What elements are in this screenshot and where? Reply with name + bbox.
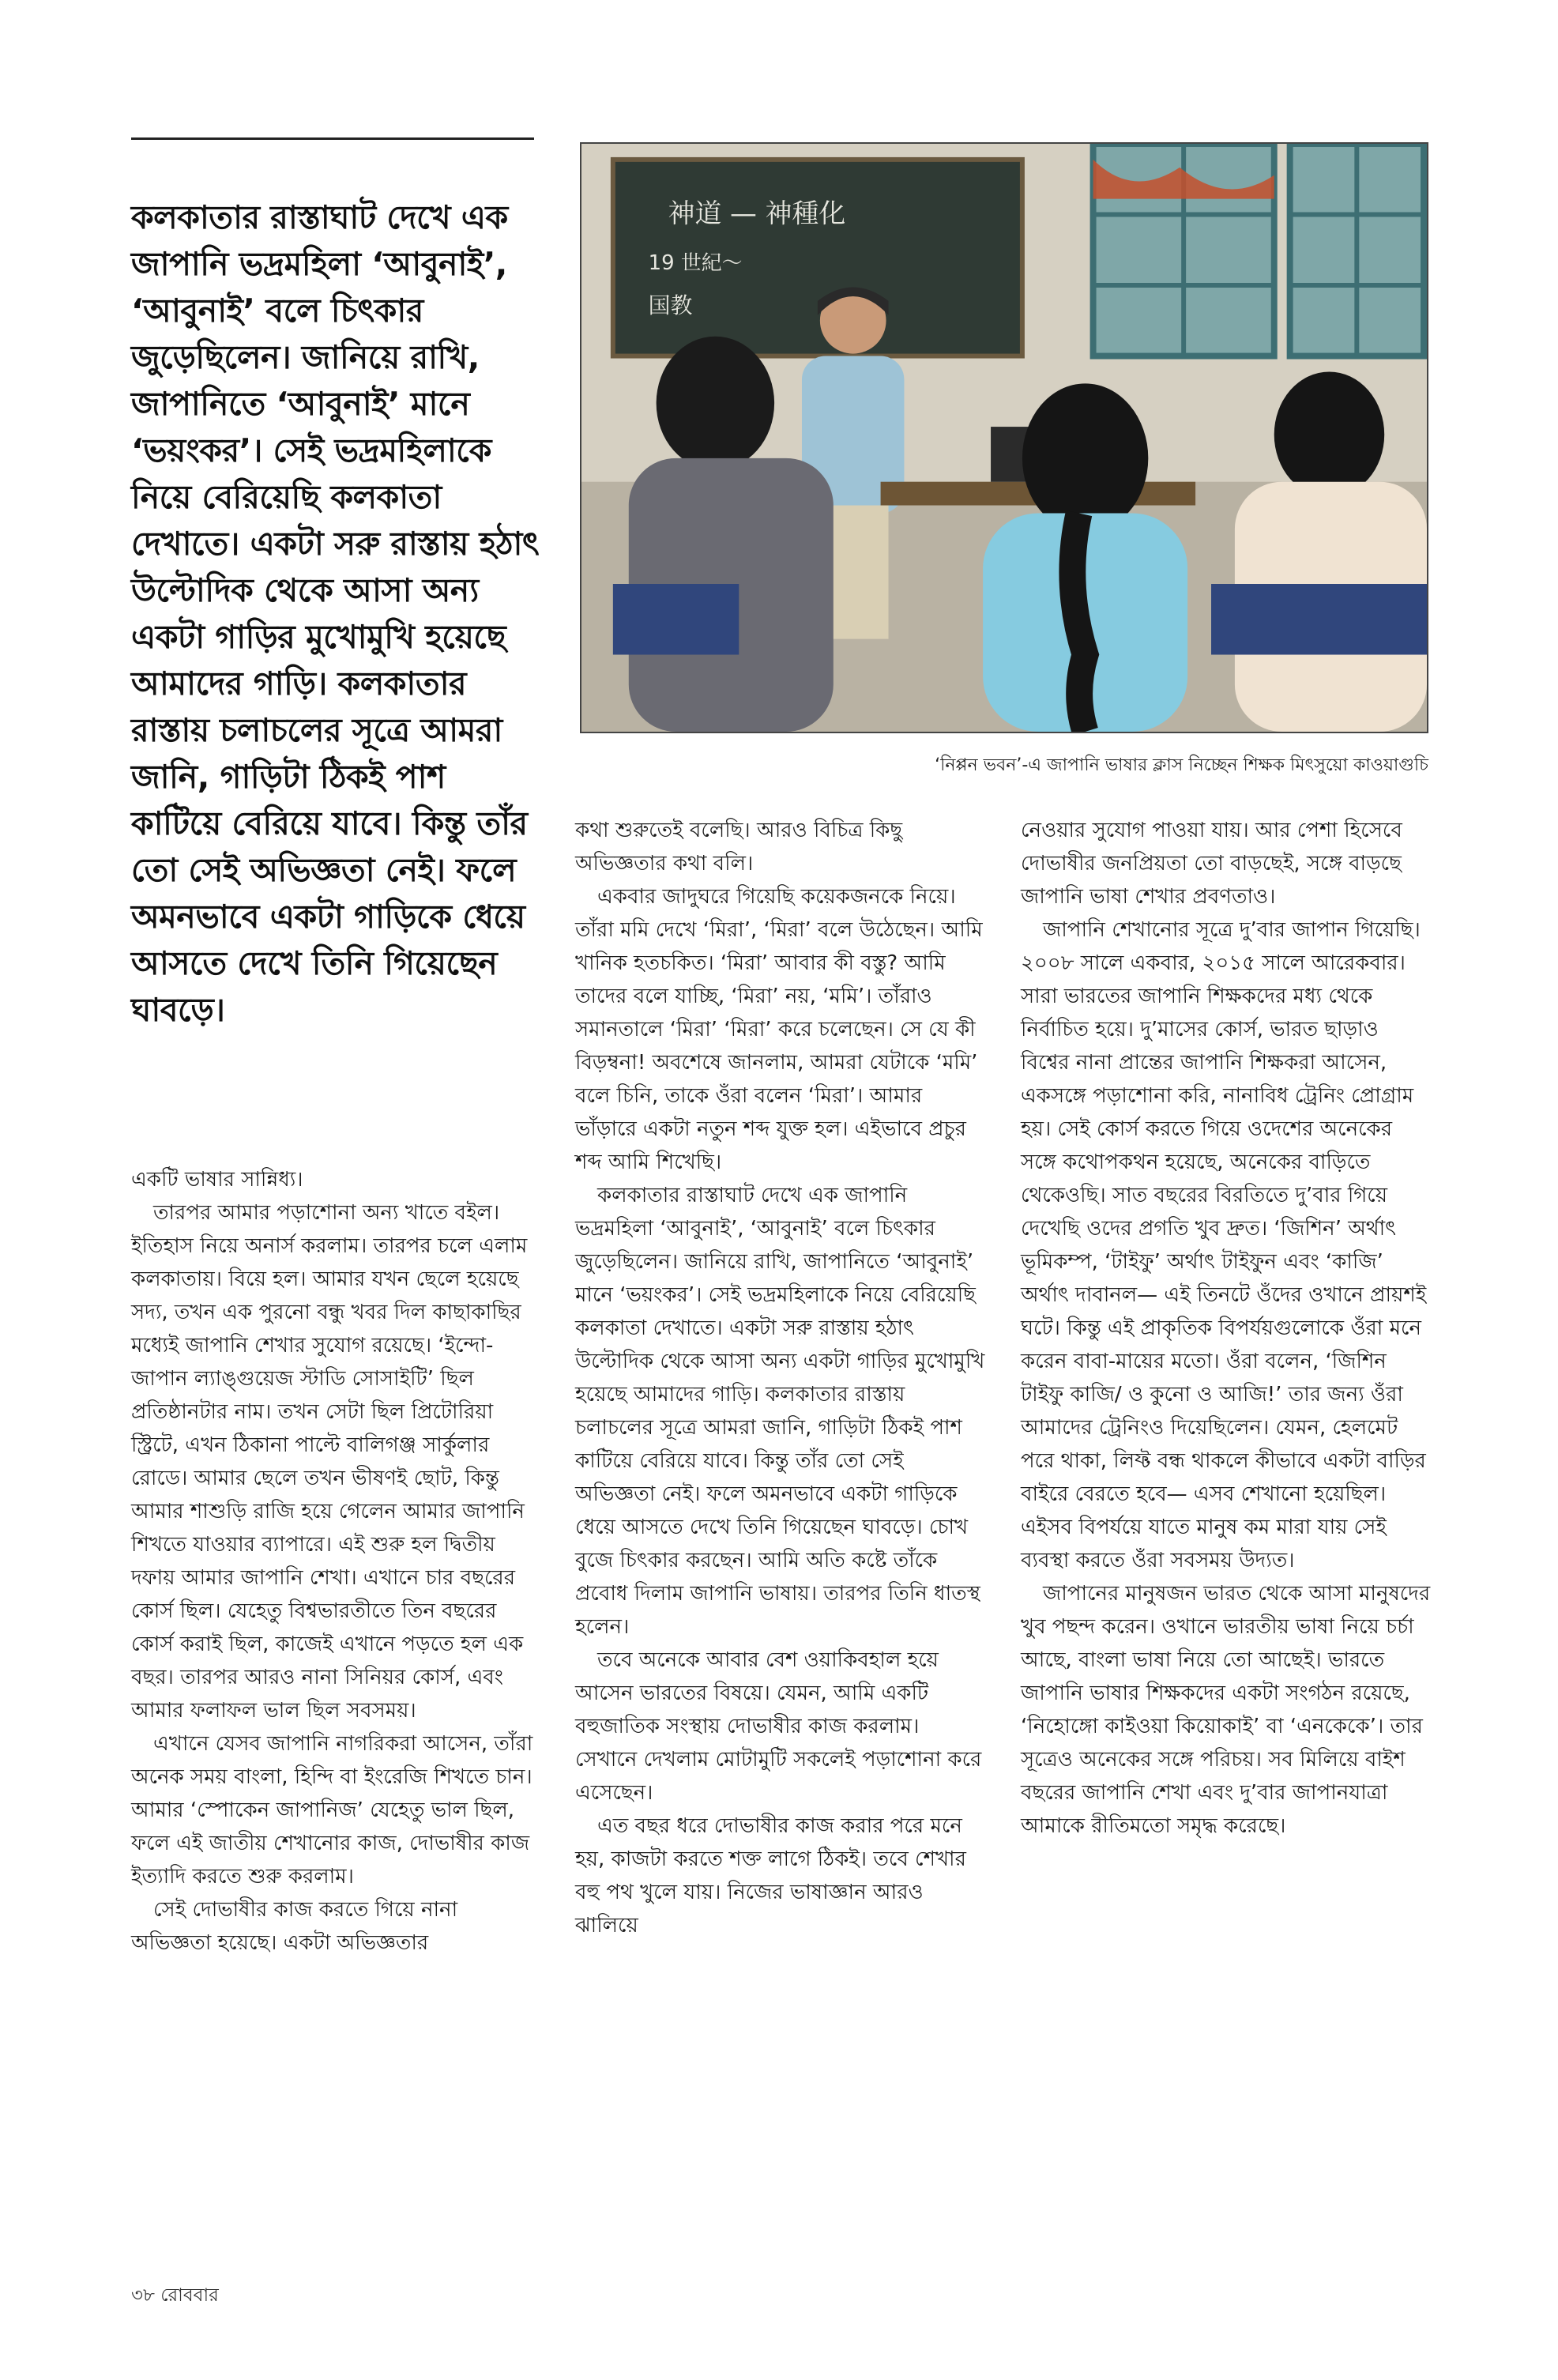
board-line-1: 神道 — 神種化 xyxy=(668,198,846,229)
board-line-2: 19 世紀～ xyxy=(648,251,743,276)
col2-para-5: এত বছর ধরে দোভাষীর কাজ করার পরে মনে হয়, কাজটা করতে শক্ত লাগে ঠিকই। তবে শেখার বহু পথ খুলে যায়। নিজের ভাষাজ্ঞান আরও ঝালিয়ে xyxy=(575,1814,966,1938)
col3-para-3: জাপানের মানুষজন ভারত থেকে আসা মানুষদের খুব পছন্দ করেন। ওখানে ভারতীয় ভাষা নিয়ে চর্চা আছে, বাংলা ভাষা নিয়ে তো আছেই। ভারতে জাপানি ভাষার শিক্ষকদের একটা সংগঠন রয়েছে, ‘নিহোঙ্গো কাইওয়া কিয়োকাই’ বা ‘এনকেকে’। তার সূত্রেও অনেকের সঙ্গে পরিচয়। সব মিলিয়ে বাইশ বছরের জাপানি শেখা এবং দু’বার জাপানযাত্রা আমাকে রীতিমতো সমৃদ্ধ করেছে। xyxy=(1021,1582,1431,1838)
student-center xyxy=(1022,383,1148,533)
classroom-photo xyxy=(580,142,1428,733)
student-right xyxy=(1274,371,1384,497)
column-1 xyxy=(131,1163,542,1960)
classroom-photo-illustration xyxy=(581,144,1427,732)
col2-para-1: কথা শুরুতেই বলেছি। আরও বিচিত্র কিছু অভিজ্ঞতার কথা বলি। xyxy=(575,819,903,876)
col2-para-2: একবার জাদুঘরে গিয়েছি কয়েকজনকে নিয়ে। তাঁরা মমি দেখে ‘মিরা’, ‘মিরা’ বলে উঠেছেন। আমি খানিক হতচকিত। ‘মিরা’ আবার কী বস্তু? আমি তাদের বলে যাচ্ছি, ‘মিরা’ নয়, ‘মমি’। তাঁরাও সমানতালে ‘মিরা’ ‘মিরা’ করে চলেছেন। সে যে কী বিড়ম্বনা! অবশেষে জানলাম, আমরা যেটাকে ‘মমি’ বলে চিনি, তাকে ওঁরা বলেন ‘মিরা’। আমার ভাঁড়ারে একটা নতুন শব্দ যুক্ত হল। এইভাবে প্রচুর শব্দ আমি শিখেছি। xyxy=(575,885,983,1174)
top-rule xyxy=(131,137,534,140)
photo-caption: ‘নিপ্পন ভবন’-এ জাপানি ভাষার ক্লাস নিচ্ছেন শিক্ষক মিৎসুয়ো কাওয়াগুচি xyxy=(935,755,1428,775)
column-3 xyxy=(1021,814,1432,1843)
col2-para-3: কলকাতার রাস্তাঘাট দেখে এক জাপানি ভদ্রমহিলা ‘আবুনাই’, ‘আবুনাই’ বলে চিৎকার জুড়েছিলেন। জানিয়ে রাখি, জাপানিতে ‘আবুনাই’ মানে ‘ভয়ংকর’। সেই ভদ্রমহিলাকে নিয়ে বেরিয়েছি কলকাতা দেখাতে। একটা সরু রাস্তায় হঠাৎ উল্টোদিক থেকে আসা অন্য একটা গাড়ির মুখোমুখি হয়েছে আমাদের গাড়ি। কলকাতার রাস্তায় চলাচলের সূত্রে আমরা জানি, গাড়িটা ঠিকই পাশ কাটিয়ে বেরিয়ে যাবে। কিন্তু তাঁর তো সেই অভিজ্ঞতা নেই। ফলে অমনভাবে একটা গাড়িকে ধেয়ে আসতে দেখে তিনি গিয়েছেন ঘাবড়ে। চোখ বুজে চিৎকার করছেন। আমি অতি কষ্টে তাঁকে প্রবোধ দিলাম জাপানি ভাষায়। তারপর তিনি ধাতস্থ হলেন। xyxy=(575,1184,985,1639)
page-folio: ৩৮ রোববার xyxy=(131,2285,219,2306)
pull-quote: কলকাতার রাস্তাঘাট দেখে এক জাপানি ভদ্রমহিলা ‘আবুনাই’, ‘আবুনাই’ বলে চিৎকার জুড়েছিলেন। জানিয়ে রাখি, জাপানিতে ‘আবুনাই’ মানে ‘ভয়ংকর’। সেই ভদ্রমহিলাকে নিয়ে বেরিয়েছি কলকাতা দেখাতে। একটা সরু রাস্তায় হঠাৎ উল্টোদিক থেকে আসা অন্য একটা গাড়ির মুখোমুখি হয়েছে আমাদের গাড়ি। কলকাতার রাস্তায় চলাচলের সূত্রে আমরা জানি, গাড়িটা ঠিকই পাশ কাটিয়ে বেরিয়ে যাবে। কিন্তু তাঁর তো সেই অভিজ্ঞতা নেই। ফলে অমনভাবে একটা গাড়িকে ধেয়ে আসতে দেখে তিনি গিয়েছেন ঘাবড়ে। xyxy=(131,198,540,1029)
column-2 xyxy=(575,814,986,1942)
col1-para-3: এখানে যেসব জাপানি নাগরিকরা আসেন, তাঁরা অনেক সময় বাংলা, হিন্দি বা ইংরেজি শিখতে চান। আমার ‘স্পোকেন জাপানিজ’ যেহেতু ভাল ছিল, ফলে এই জাতীয় শেখানোর কাজ, দোভাষীর কাজ ইত্যাদি করতে শুরু করলাম। xyxy=(131,1732,533,1889)
board-line-3: 国教 xyxy=(648,292,693,318)
col1-para-2: তারপর আমার পড়াশোনা অন্য খাতে বইল। ইতিহাস নিয়ে অনার্স করলাম। তারপর চলে এলাম কলকাতায়। বিয়ে হল। আমার যখন ছেলে হয়েছে সদ্য, তখন এক পুরনো বন্ধু খবর দিল কাছাকাছির মধ্যেই জাপানি শেখার সুযোগ রয়েছে। ‘ইন্দো-জাপান ল্যাঙ্গুয়েজ স্টাডি সোসাইটি’ ছিল প্রতিষ্ঠানটার নাম। তখন সেটা ছিল প্রিটোরিয়া স্ট্রিটে, এখন ঠিকানা পাল্টে বালিগঞ্জ সার্কুলার রোডে। আমার ছেলে তখন ভীষণই ছোট, কিন্তু আমার শাশুড়ি রাজি হয়ে গেলেন আমার জাপানি শিখতে যাওয়ার ব্যাপারে। এই শুরু হল দ্বিতীয় দফায় আমার জাপানি শেখা। এখানে চার বছরের কোর্স ছিল। যেহেতু বিশ্বভারতীতে তিন বছরের কোর্স করাই ছিল, কাজেই এখানে পড়তে হল এক বছর। তারপর আরও নানা সিনিয়র কোর্স, এবং আমার ফলাফল ভাল ছিল সবসময়। xyxy=(131,1201,528,1723)
student-left xyxy=(657,337,774,470)
col1-para-4: সেই দোভাষীর কাজ করতে গিয়ে নানা অভিজ্ঞতা হয়েছে। একটা অভিজ্ঞতার xyxy=(131,1898,458,1955)
col2-para-4: তবে অনেকে আবার বেশ ওয়াকিবহাল হয়ে আসেন ভারতের বিষয়ে। যেমন, আমি একটি বহুজাতিক সংস্থায় দোভাষীর কাজ করলাম। সেখানে দেখলাম মোটামুটি সকলেই পড়াশোনা করে এসেছেন। xyxy=(575,1648,982,1805)
col1-para-1: একটি ভাষার সান্নিধ্য। xyxy=(131,1168,303,1192)
col3-para-2: জাপানি শেখানোর সূত্রে দু’বার জাপান গিয়েছি। ২০০৮ সালে একবার, ২০১৫ সালে আরেকবার। সারা ভারতের জাপানি শিক্ষকদের মধ্য থেকে নির্বাচিত হয়ে। দু’মাসের কোর্স, ভারত ছাড়াও বিশ্বের নানা প্রান্তের জাপানি শিক্ষকরা আসেন, একসঙ্গে পড়াশোনা করি, নানাবিধ ট্রেনিং প্রোগ্রাম হয়। সেই কোর্স করতে গিয়ে ওদেশের অনেকের সঙ্গে কথোপকথন হয়েছে, অনেকের বাড়িতে থেকেওছি। সাত বছরের বিরতিতে দু’বার গিয়ে দেখেছি ওদের প্রগতি খুব দ্রুত। ‘জিশিন’ অর্থাৎ ভূমিকম্প, ‘টাইফু’ অর্থাৎ টাইফুন এবং ‘কাজি’ অর্থাৎ দাবানল— এই তিনটে ওঁদের ওখানে প্রায়শই ঘটে। কিন্তু এই প্রাকৃতিক বিপর্যয়গুলোকে ওঁরা মনে করেন বাবা-মায়ের মতো। ওঁরা বলেন, ‘জিশিন টাইফু কাজি/ ও কুনো ও আজি!’ তার জন্য ওঁরা আমাদের ট্রেনিংও দিয়েছিলেন। যেমন, হেলমেট পরে থাকা, লিফ্ট বন্ধ থাকলে কীভাবে একটা বাড়ির বাইরে বেরতে হবে— এসব শেখানো হয়েছিল। এইসব বিপর্যয়ে যাতে মানুষ কম মারা যায় সেই ব্যবস্থা করতে ওঁরা সবসময় উদ্যত। xyxy=(1021,918,1427,1572)
col3-para-1: নেওয়ার সুযোগ পাওয়া যায়। আর পেশা হিসেবে দোভাষীর জনপ্রিয়তা তো বাড়ছেই, সঙ্গে বাড়ছে জাপানি ভাষা শেখার প্রবণতাও। xyxy=(1021,819,1402,909)
